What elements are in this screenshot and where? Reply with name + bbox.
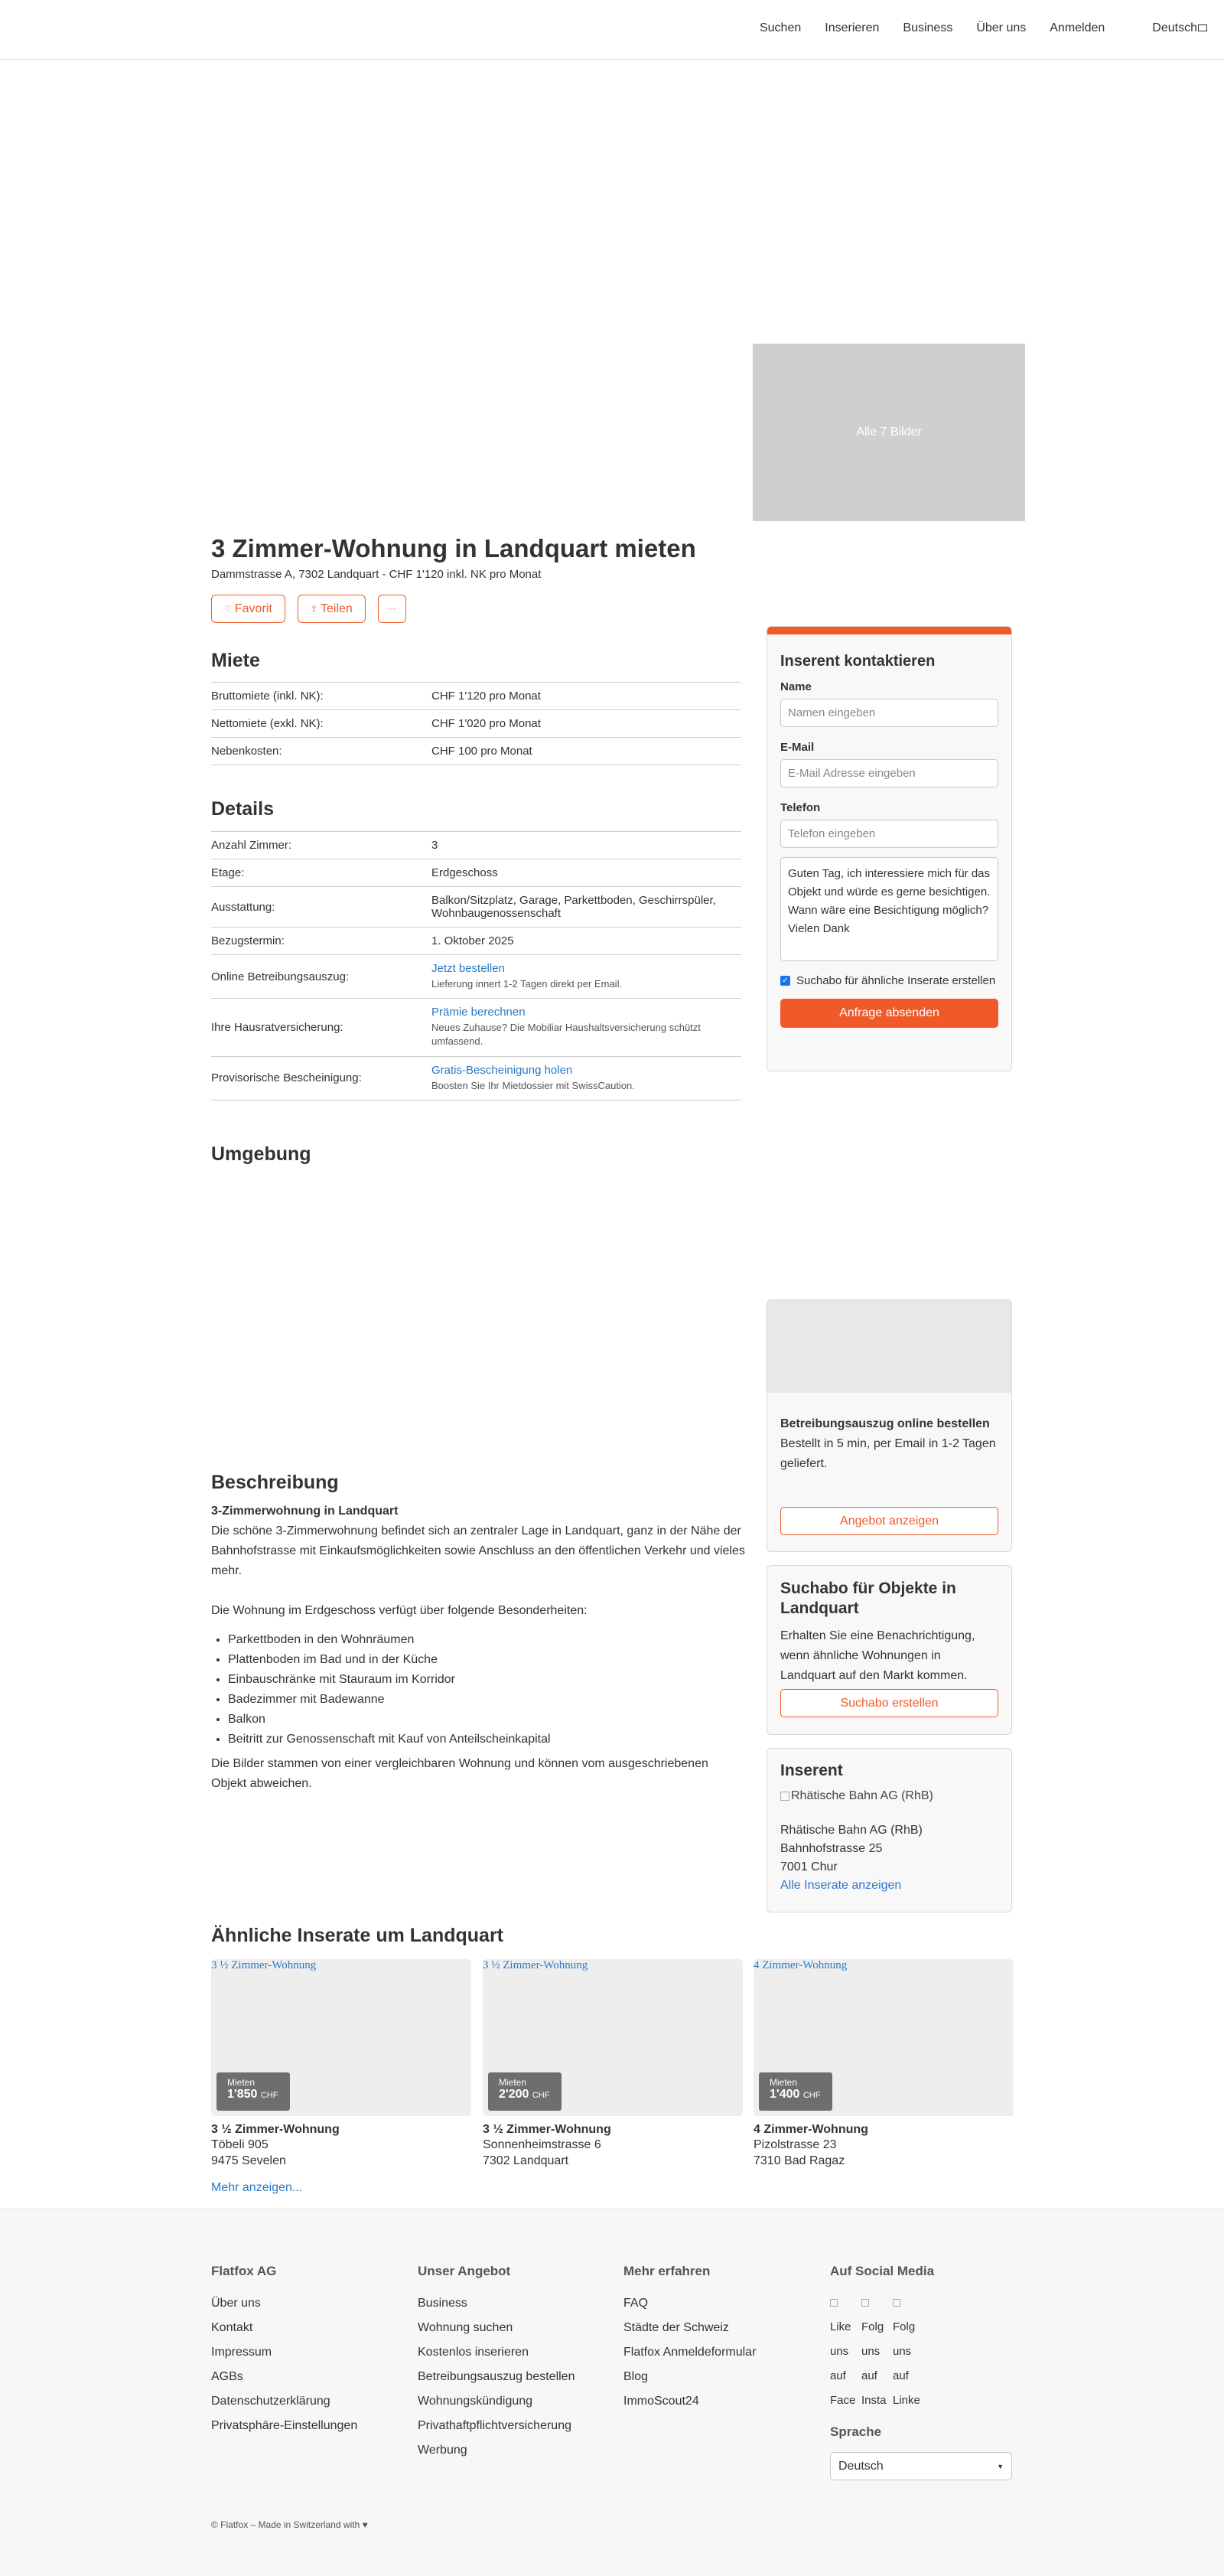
nav-suchen[interactable]: Suchen	[759, 21, 802, 34]
inserent-street: Bahnhofstrasse 25	[780, 1842, 883, 1855]
miete-table	[211, 682, 741, 765]
social-alt-text: Linke	[893, 2394, 920, 2407]
list-item: • Einbauschränke mit Stauraum im Korridor	[228, 1670, 747, 1690]
footer-link[interactable]: Betreibungsauszug bestellen	[418, 2370, 575, 2383]
price-label: Mieten	[770, 2077, 798, 2088]
social-alt-text: auf	[830, 2369, 846, 2382]
inserent-name: Rhätische Bahn AG (RhB)	[780, 1824, 923, 1837]
listing-title: 3 ½ Zimmer-Wohnung	[211, 2123, 340, 2136]
top-navigation	[0, 0, 1224, 60]
miete-heading: Miete	[211, 650, 260, 671]
listing-image	[211, 1959, 471, 2116]
heart-icon: ♡	[224, 605, 232, 614]
social-alt-text: Folg	[893, 2320, 916, 2333]
suchabo-checkbox[interactable]: ✓	[780, 976, 790, 986]
more-button[interactable]	[378, 595, 406, 623]
social-alt-text: uns	[830, 2345, 849, 2358]
promo-image	[767, 1300, 1011, 1393]
similar-listing-card[interactable]	[754, 1959, 1014, 2169]
row-label: Online Betreibungsauszug:	[211, 970, 350, 983]
price-badge	[488, 2072, 562, 2111]
social-alt-text: auf	[893, 2369, 909, 2382]
share-icon: ⇪	[310, 605, 317, 614]
name-input[interactable]: Namen eingeben	[780, 699, 998, 727]
footer-heading: Auf Social Media	[830, 2264, 935, 2278]
footer-link[interactable]: Privathaftpflichtversicherung	[418, 2419, 571, 2432]
promo-text: Bestellt in 5 min, per Email in 1-2 Tagen geliefert.	[780, 1437, 996, 1470]
table-row	[211, 998, 741, 1055]
suchabo-card	[767, 1565, 1012, 1735]
row-note: Lieferung innert 1-2 Tagen direkt per Email.	[431, 978, 623, 990]
row-label: Anzahl Zimmer:	[211, 839, 292, 852]
gallery-all-photos[interactable]	[753, 344, 1025, 521]
footer-link[interactable]: Business	[418, 2297, 467, 2310]
price-value: 1'400	[770, 2088, 800, 2101]
social-alt-text: auf	[861, 2369, 877, 2382]
nav-ueber-uns[interactable]: Über uns	[976, 21, 1027, 34]
price-currency: CHF	[802, 2091, 821, 2100]
details-heading: Details	[211, 798, 274, 820]
footer-col-offer	[418, 2264, 575, 2468]
all-listings-link[interactable]: Alle Inserate anzeigen	[780, 1879, 902, 1892]
listing-image-alt: 3 ½ Zimmer-Wohnung	[211, 1959, 317, 1971]
footer-link[interactable]: Städte der Schweiz	[623, 2321, 729, 2334]
nav-anmelden[interactable]: Anmelden	[1050, 21, 1105, 34]
suchabo-heading: Suchabo für Objekte in Landquart	[780, 1580, 956, 1617]
order-extract-link[interactable]: Jetzt bestellen	[431, 962, 505, 975]
row-label: Nebenkosten:	[211, 745, 282, 758]
linkedin-icon[interactable]	[893, 2291, 920, 2413]
social-alt-text: Folg	[861, 2320, 884, 2333]
social-alt-text: Like	[830, 2320, 851, 2333]
row-value: CHF 1'020 pro Monat	[431, 717, 541, 730]
copyright: © Flatfox – Made in Switzerland with ♥	[211, 2519, 368, 2530]
row-note: Boosten Sie Ihr Mietdossier mit SwissCaution.	[431, 1079, 635, 1091]
social-alt-text: Insta	[861, 2394, 887, 2407]
footer-heading: Flatfox AG	[211, 2264, 277, 2278]
umgebung-heading: Umgebung	[211, 1143, 311, 1165]
listing-image-alt: 4 Zimmer-Wohnung	[754, 1959, 848, 1971]
list-item: • Parkettboden in den Wohnräumen	[228, 1630, 747, 1650]
language-select-value: Deutsch	[838, 2459, 884, 2473]
footer-link[interactable]: FAQ	[623, 2297, 649, 2310]
row-label: Ihre Hausratversicherung:	[211, 1020, 343, 1034]
show-offer-button[interactable]: Angebot anzeigen	[780, 1507, 998, 1535]
nav-inserieren[interactable]: Inserieren	[825, 21, 880, 34]
inserent-card	[767, 1748, 1012, 1912]
listing-street: Pizolstrasse 23	[754, 2138, 837, 2151]
footer-heading: Mehr erfahren	[623, 2264, 711, 2278]
price-currency: CHF	[260, 2091, 278, 2100]
row-value: Balkon/Sitzplatz, Garage, Parkettboden, Geschirrspüler, Wohnbaugenossenschaft	[431, 894, 716, 920]
price-badge	[759, 2072, 832, 2111]
table-row	[211, 682, 741, 709]
footer-link[interactable]: Flatfox Anmeldeformular	[623, 2346, 757, 2359]
facebook-icon[interactable]	[830, 2291, 856, 2413]
message-text: Guten Tag, ich interessiere mich für das Objekt und würde es gerne besichtigen. Wann wäre eine Besichtigung möglich? Vielen Dank	[788, 867, 991, 935]
email-input[interactable]: E-Mail Adresse eingeben	[780, 759, 998, 787]
price-label: Mieten	[227, 2077, 256, 2088]
list-item: • Plattenboden im Bad und in der Küche	[228, 1650, 747, 1670]
suchabo-text: Erhalten Sie eine Benachrichtigung, wenn ähnliche Wohnungen in Landquart auf den Markt kommen.	[780, 1629, 975, 1682]
row-label: Nettomiete (exkl. NK):	[211, 717, 324, 730]
listing-city: 7302 Landquart	[483, 2154, 569, 2167]
page-title: 3 Zimmer-Wohnung in Landquart mieten	[211, 534, 696, 562]
language-select[interactable]	[830, 2452, 1012, 2480]
broken-image-icon	[893, 2299, 900, 2307]
row-value: 3	[431, 839, 438, 852]
listing-street: Töbeli 905	[211, 2138, 269, 2151]
price-value: 1'850	[227, 2088, 258, 2101]
price-value: 2'200	[499, 2088, 529, 2101]
phone-label: Telefon	[780, 801, 821, 814]
broken-image-icon	[830, 2299, 838, 2307]
share-button[interactable]	[298, 595, 366, 623]
social-alt-text: uns	[861, 2345, 881, 2358]
footer-link[interactable]: Impressum	[211, 2346, 272, 2359]
create-suchabo-button[interactable]: Suchabo erstellen	[780, 1689, 998, 1717]
footer-link[interactable]: Kostenlos inserieren	[418, 2346, 529, 2359]
row-label: Bezugstermin:	[211, 934, 285, 947]
row-value: Erdgeschoss	[431, 866, 498, 879]
row-label: Provisorische Bescheinigung:	[211, 1071, 362, 1085]
description-paragraph: Die Bilder stammen von einer vergleichbaren Wohnung und können vom ausgeschriebenen Objekt abweichen.	[211, 1757, 708, 1790]
suchabo-checkbox-label: Suchabo für ähnliche Inserate erstellen	[796, 974, 996, 987]
inserent-logo	[780, 1789, 998, 1803]
share-label: Teilen	[321, 602, 353, 615]
price-label: Mieten	[499, 2077, 527, 2088]
footer-link[interactable]: Privatsphäre-Einstellungen	[211, 2419, 358, 2432]
listing-subtitle: Dammstrasse A, 7302 Landquart - CHF 1'120 inkl. NK pro Monat	[211, 568, 542, 581]
description-body	[211, 1502, 747, 1794]
listing-image-alt: 3 ½ Zimmer-Wohnung	[483, 1959, 588, 1971]
insurance-link[interactable]: Prämie berechnen	[431, 1006, 526, 1019]
row-value: CHF 1'120 pro Monat	[431, 690, 541, 703]
row-note: Neues Zuhause? Die Mobiliar Haushaltsversicherung schützt umfassend.	[431, 1022, 701, 1048]
nav-links	[736, 21, 1207, 35]
listing-city: 9475 Sevelen	[211, 2154, 286, 2167]
table-row	[211, 831, 741, 859]
footer-link[interactable]: Blog	[623, 2370, 649, 2383]
footer-link[interactable]: Wohnungskündigung	[418, 2395, 533, 2408]
table-row	[211, 859, 741, 886]
description-paragraph: Die Wohnung im Erdgeschoss verfügt über folgende Besonderheiten:	[211, 1604, 588, 1617]
listing-actions	[211, 595, 406, 623]
footer-link[interactable]: Über uns	[211, 2297, 261, 2310]
footer-col-learn	[623, 2264, 756, 2419]
language-heading: Sprache	[830, 2424, 882, 2439]
chat-icon	[1198, 24, 1207, 31]
nav-language[interactable]	[1128, 21, 1207, 35]
footer-heading: Unser Angebot	[418, 2264, 511, 2278]
inserent-heading: Inserent	[780, 1762, 843, 1779]
footer-link[interactable]: Werbung	[418, 2444, 467, 2457]
footer-link[interactable]: Datenschutzerklärung	[211, 2395, 330, 2408]
nav-business[interactable]: Business	[903, 21, 953, 34]
listing-title: 4 Zimmer-Wohnung	[754, 2123, 868, 2136]
footer-link[interactable]: Wohnung suchen	[418, 2321, 513, 2334]
contact-form	[767, 626, 1012, 1071]
table-row	[211, 709, 741, 737]
submit-inquiry-button[interactable]: Anfrage absenden	[780, 999, 998, 1028]
inserent-logo-alt: Rhätische Bahn AG (RhB)	[791, 1789, 933, 1802]
description-paragraph: Die schöne 3-Zimmerwohnung befindet sich an zentraler Lage in Landquart, ganz in der Nähe der Bahnhofstrasse mit Einkaufsmöglichkeiten sowie Anschluss an den öffentlichen Verkehr und vieles mehr.	[211, 1524, 745, 1577]
features-list	[228, 1630, 747, 1749]
footer-col-social	[830, 2264, 934, 2413]
listing-title: 3 ½ Zimmer-Wohnung	[483, 2123, 611, 2136]
phone-input[interactable]: Telefon eingeben	[780, 820, 998, 848]
listing-street: Sonnenheimstrasse 6	[483, 2138, 601, 2151]
footer-link[interactable]: ImmoScout24	[623, 2395, 699, 2408]
list-item: • Beitritt zur Genossenschaft mit Kauf von Anteilscheinkapital	[228, 1730, 747, 1749]
table-row	[211, 927, 741, 954]
row-label: Ausstattung:	[211, 900, 275, 914]
name-label: Name	[780, 680, 812, 693]
table-row	[211, 1056, 741, 1101]
similar-listing-card[interactable]	[211, 1959, 471, 2169]
contact-heading: Inserent kontaktieren	[780, 653, 936, 670]
price-badge	[216, 2072, 290, 2111]
chevron-down-icon: ▼	[997, 2462, 1004, 2470]
broken-image-icon	[861, 2299, 869, 2307]
certificate-link[interactable]: Gratis-Bescheinigung holen	[431, 1063, 573, 1077]
table-row	[211, 737, 741, 765]
language-label: Deutsch	[1152, 21, 1197, 34]
list-item: • Balkon	[228, 1710, 747, 1730]
price-currency: CHF	[532, 2091, 550, 2100]
list-item: • Badezimmer mit Badewanne	[228, 1690, 747, 1710]
listing-image	[483, 1959, 743, 2116]
more-listings-link[interactable]: Mehr anzeigen...	[211, 2181, 303, 2194]
social-alt-text: Face	[830, 2394, 856, 2407]
similar-heading: Ähnliche Inserate um Landquart	[211, 1925, 504, 1946]
contact-accent-bar	[767, 627, 1011, 634]
listing-city: 7310 Bad Ragaz	[754, 2154, 845, 2167]
message-textarea[interactable]	[780, 857, 998, 961]
all-photos-label: Alle 7 Bilder	[856, 426, 922, 439]
similar-listing-card[interactable]	[483, 1959, 743, 2169]
favorite-button[interactable]	[211, 595, 285, 623]
social-alt-text: uns	[893, 2345, 912, 2358]
instagram-icon[interactable]	[861, 2291, 887, 2413]
row-value: CHF 100 pro Monat	[431, 745, 532, 758]
broken-image-icon	[780, 1792, 789, 1801]
description-title: 3-Zimmerwohnung in Landquart	[211, 1505, 399, 1518]
details-table	[211, 831, 741, 1101]
promo-card	[767, 1299, 1012, 1552]
footer-col-company	[211, 2264, 357, 2444]
footer	[0, 2209, 1224, 2576]
more-icon: ⋯	[387, 605, 396, 614]
table-row	[211, 886, 741, 927]
description-heading: Beschreibung	[211, 1472, 339, 1493]
email-label: E-Mail	[780, 741, 815, 754]
inserent-city: 7001 Chur	[780, 1860, 838, 1873]
row-value: 1. Oktober 2025	[431, 934, 514, 947]
listing-image	[754, 1959, 1014, 2116]
footer-link[interactable]: AGBs	[211, 2370, 243, 2383]
row-label: Etage:	[211, 866, 245, 879]
row-label: Bruttomiete (inkl. NK):	[211, 690, 324, 703]
favorite-label: Favorit	[234, 602, 272, 615]
footer-link[interactable]: Kontakt	[211, 2321, 253, 2334]
promo-title: Betreibungsauszug online bestellen	[780, 1417, 990, 1430]
table-row	[211, 954, 741, 998]
